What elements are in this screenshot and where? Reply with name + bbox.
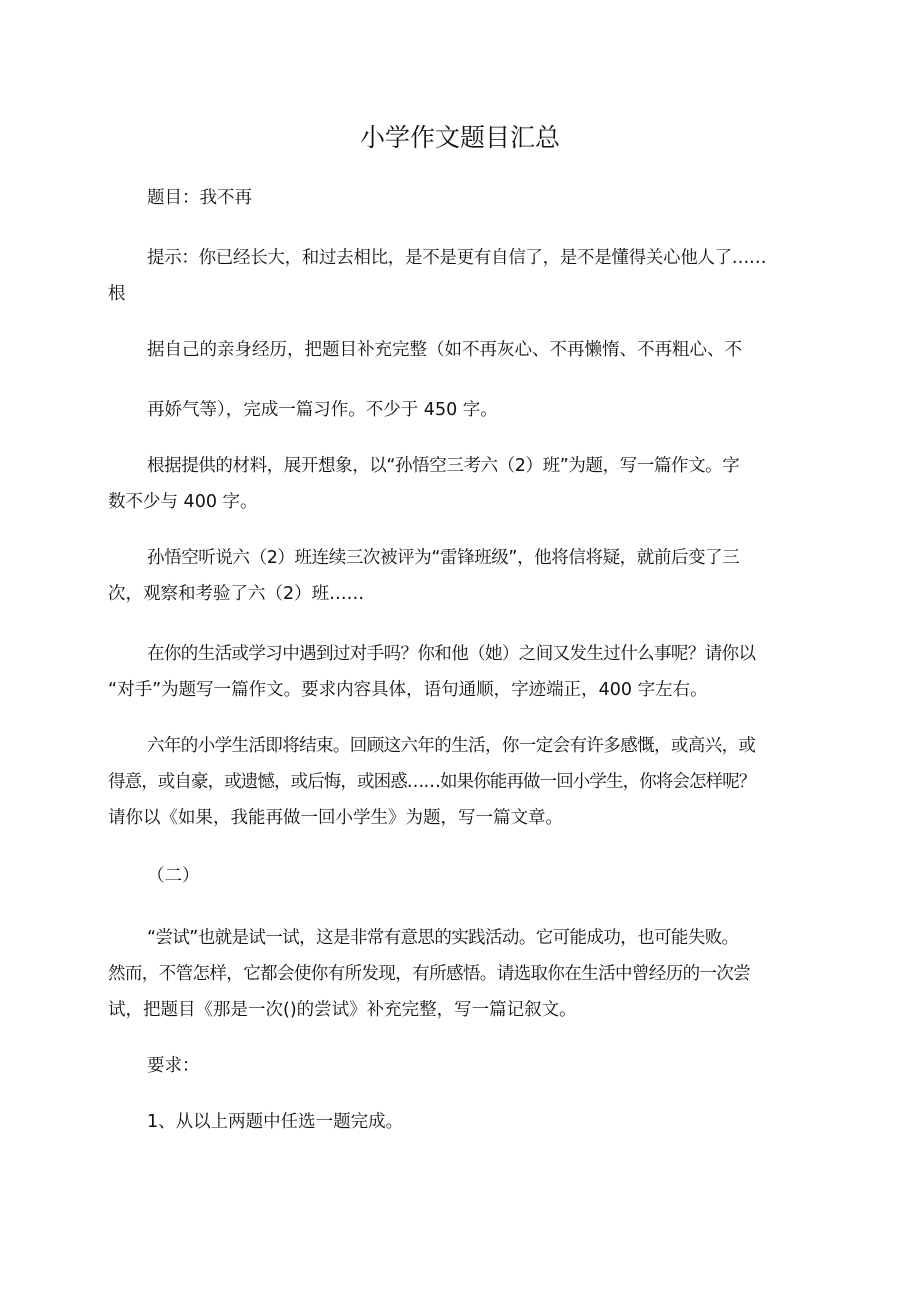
- paragraph-line: 根据提供的材料，展开想象，以“孙悟空三考六（2）班”为题，写一篇作文。字: [147, 456, 740, 476]
- paragraph-line: 得意，或自豪，或遗憾，或后悔，或困惑……如果你能再做一回小学生，你将会怎样呢？: [108, 772, 756, 792]
- requirements-label: 要求：: [147, 1056, 200, 1076]
- document-title: 小学作文题目汇总: [359, 123, 560, 152]
- hint-line: 提示：你已经长大，和过去相比，是不是更有自信了，是不是懂得关心他人了……: [147, 248, 767, 268]
- section-heading: （二）: [147, 866, 200, 886]
- paragraph-line: 在你的生活或学习中遇到过对手吗？你和他（她）之间又发生过什么事呢？请你以: [147, 644, 756, 664]
- topic-line: 题目：我不再: [147, 188, 252, 208]
- paragraph-line: 孙悟空听说六（2）班连续三次被评为“雷锋班级”，他将信将疑，就前后变了三: [147, 548, 740, 568]
- requirement-item: 1、从以上两题中任选一题完成。: [147, 1112, 404, 1132]
- hint-line: 据自己的亲身经历，把题目补充完整（如不再灰心、不再懒惰、不再粗心、不: [147, 340, 742, 360]
- paragraph-line: 次，观察和考验了六（2）班……: [108, 584, 365, 604]
- hint-line: 根: [108, 284, 126, 304]
- paragraph-line: “尝试”也就是试一试，这是非常有意思的实践活动。它可能成功，也可能失败。: [147, 928, 739, 948]
- paragraph-line: 试，把题目《那是一次()的尝试》补充完整，写一篇记叙文。: [108, 1000, 577, 1020]
- paragraph-line: 然而，不管怎样，它都会使你有所发现，有所感悟。请选取你在生活中曾经历的一次尝: [108, 964, 751, 984]
- paragraph-line: 六年的小学生活即将结束。回顾这六年的生活，你一定会有许多感慨，或高兴，或: [147, 736, 756, 756]
- paragraph-line: “对手”为题写一篇作文。要求内容具体，语句通顺，字迹端正，400 字左右。: [108, 680, 708, 700]
- hint-line: 再娇气等），完成一篇习作。不少于 450 字。: [147, 400, 498, 420]
- paragraph-line: 数不少与 400 字。: [108, 492, 258, 512]
- paragraph-line: 请你以《如果，我能再做一回小学生》为题，写一篇文章。: [108, 808, 563, 828]
